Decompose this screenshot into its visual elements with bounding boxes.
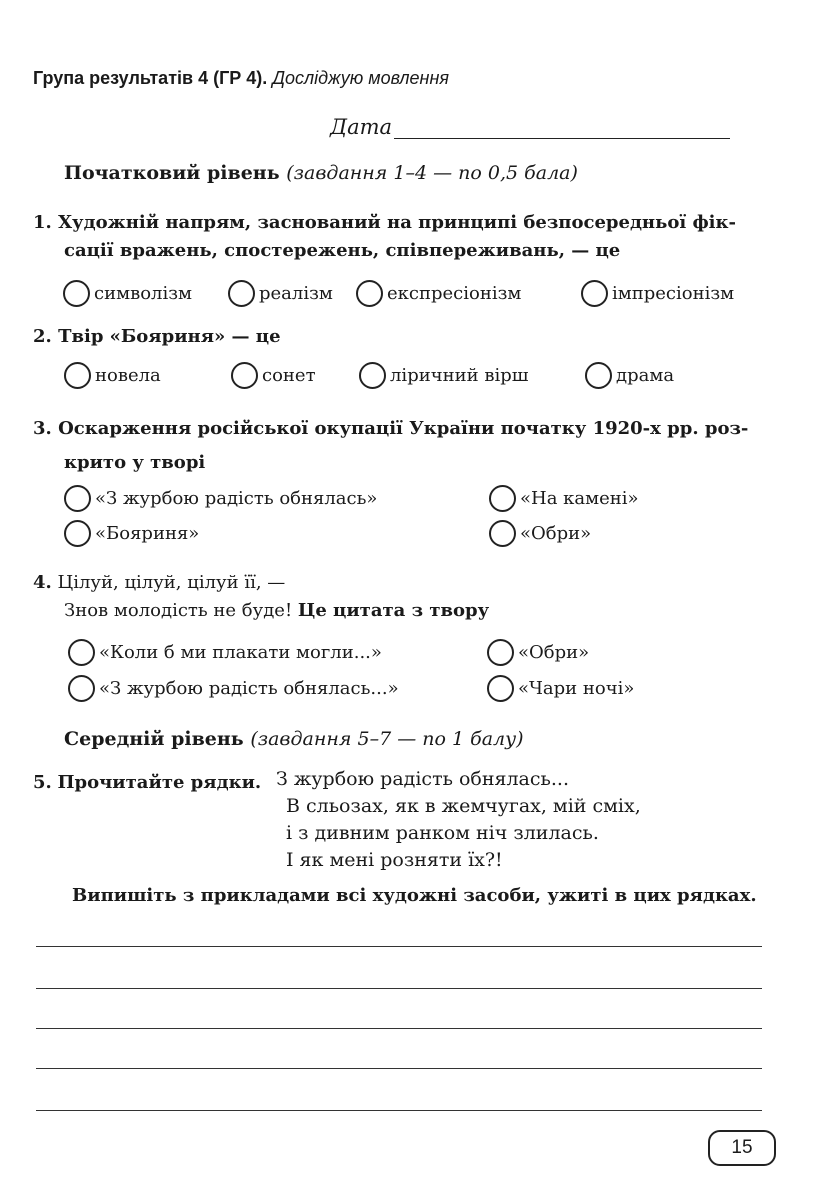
question-3-line1: Оскарження російської окупації України початку 1920-х рр. роз-	[58, 418, 749, 439]
question-4-prompt: Це цитата з твору	[297, 600, 490, 621]
page-number: 15	[731, 1137, 753, 1158]
answer-line-1[interactable]	[36, 946, 762, 947]
radio-circle-icon[interactable]	[487, 675, 514, 702]
q4-option-4[interactable]	[487, 675, 634, 702]
q4-option-2[interactable]	[487, 639, 589, 666]
q2-option-3[interactable]	[359, 362, 528, 389]
question-4-quote-line1: Цілуй, цілуй, цілуй її, —	[57, 572, 286, 593]
question-3-number: 3.	[33, 418, 52, 439]
question-3-line2: крито у творі	[64, 452, 206, 473]
radio-circle-icon[interactable]	[64, 520, 91, 547]
level-initial	[64, 162, 578, 184]
question-5-instruction: Прочитайте рядки.	[57, 772, 262, 793]
radio-circle-icon[interactable]	[487, 639, 514, 666]
option-label: «Обри»	[520, 523, 592, 544]
poem-line-3: і з дивним ранком ніч злилась.	[286, 822, 599, 844]
question-2-number: 2.	[33, 326, 52, 347]
radio-circle-icon[interactable]	[64, 362, 91, 389]
group-title: Група результатів 4 (ГР 4).	[33, 68, 268, 88]
level-middle	[64, 728, 524, 750]
q3-option-1[interactable]	[64, 485, 377, 512]
level-middle-title: Середній рівень	[64, 728, 244, 750]
answer-line-4[interactable]	[36, 1068, 762, 1069]
q4-option-3[interactable]	[68, 675, 399, 702]
option-label: імпресіонізм	[612, 283, 735, 304]
poem-line-2: В сльозах, як в жемчугах, мій сміх,	[286, 795, 641, 817]
q1-option-1[interactable]	[63, 280, 192, 307]
option-label: драма	[616, 365, 675, 386]
radio-circle-icon[interactable]	[489, 520, 516, 547]
option-label: «З журбою радість обнялась...»	[99, 678, 399, 699]
question-4-quote-line2: Знов молодість не буде!	[64, 600, 293, 621]
level-initial-note: (завдання 1–4 — по 0,5 бала)	[286, 162, 578, 184]
q2-option-4[interactable]	[585, 362, 674, 389]
q3-option-2[interactable]	[489, 485, 639, 512]
option-label: експресіонізм	[387, 283, 522, 304]
answer-line-2[interactable]	[36, 988, 762, 989]
radio-circle-icon[interactable]	[231, 362, 258, 389]
page-number-badge	[708, 1130, 776, 1166]
group-header	[33, 68, 449, 89]
poem-lines	[276, 766, 641, 874]
q4-option-1[interactable]	[68, 639, 382, 666]
radio-circle-icon[interactable]	[585, 362, 612, 389]
radio-circle-icon[interactable]	[63, 280, 90, 307]
option-label: «З журбою радість обнялась»	[95, 488, 378, 509]
question-1-number: 1.	[33, 212, 52, 233]
date-label: Дата	[330, 115, 393, 139]
q2-option-1[interactable]	[64, 362, 161, 389]
answer-line-5[interactable]	[36, 1110, 762, 1111]
option-label: «Обри»	[518, 642, 590, 663]
radio-circle-icon[interactable]	[581, 280, 608, 307]
option-label: сонет	[262, 365, 316, 386]
q1-option-4[interactable]	[581, 280, 734, 307]
option-label: «Чари ночі»	[518, 678, 635, 699]
radio-circle-icon[interactable]	[64, 485, 91, 512]
radio-circle-icon[interactable]	[489, 485, 516, 512]
radio-circle-icon[interactable]	[68, 675, 95, 702]
date-row	[330, 115, 730, 139]
question-1	[33, 209, 773, 265]
radio-circle-icon[interactable]	[359, 362, 386, 389]
radio-circle-icon[interactable]	[356, 280, 383, 307]
q3-option-3[interactable]	[64, 520, 199, 547]
question-1-line2: сації вражень, спостережень, співпереживань, — це	[64, 240, 621, 261]
radio-circle-icon[interactable]	[228, 280, 255, 307]
question-5-number: 5.	[33, 772, 52, 793]
poem-line-4: І як мені розняти їх?!	[286, 849, 503, 871]
question-3	[33, 412, 773, 480]
question-1-line1: Художній напрям, заснований на принципі безпосередньої фік-	[58, 212, 736, 233]
level-initial-title: Початковий рівень	[64, 162, 280, 184]
question-2-text: Твір «Бояриня» — це	[58, 326, 281, 347]
option-label: реалізм	[259, 283, 333, 304]
option-label: «На камені»	[520, 488, 639, 509]
question-5-task: Випишіть з прикладами всі художні засоби, ужиті в цих рядках.	[72, 885, 757, 906]
question-5	[33, 769, 261, 797]
option-label: ліричний вірш	[390, 365, 529, 386]
q1-option-2[interactable]	[228, 280, 333, 307]
answer-line-3[interactable]	[36, 1028, 762, 1029]
q3-option-4[interactable]	[489, 520, 591, 547]
question-4	[33, 569, 773, 625]
option-label: «Бояриня»	[95, 523, 200, 544]
question-4-number: 4.	[33, 572, 52, 593]
q1-option-3[interactable]	[356, 280, 521, 307]
option-label: «Коли б ми плакати могли...»	[99, 642, 382, 663]
q2-option-2[interactable]	[231, 362, 316, 389]
level-middle-note: (завдання 5–7 — по 1 балу)	[250, 728, 524, 750]
radio-circle-icon[interactable]	[68, 639, 95, 666]
date-input-line[interactable]	[394, 120, 730, 139]
poem-line-1: З журбою радість обнялась...	[276, 768, 569, 790]
option-label: символізм	[94, 283, 193, 304]
option-label: новела	[95, 365, 161, 386]
question-2	[33, 323, 281, 351]
group-subtitle: Досліджую мовлення	[272, 68, 449, 88]
